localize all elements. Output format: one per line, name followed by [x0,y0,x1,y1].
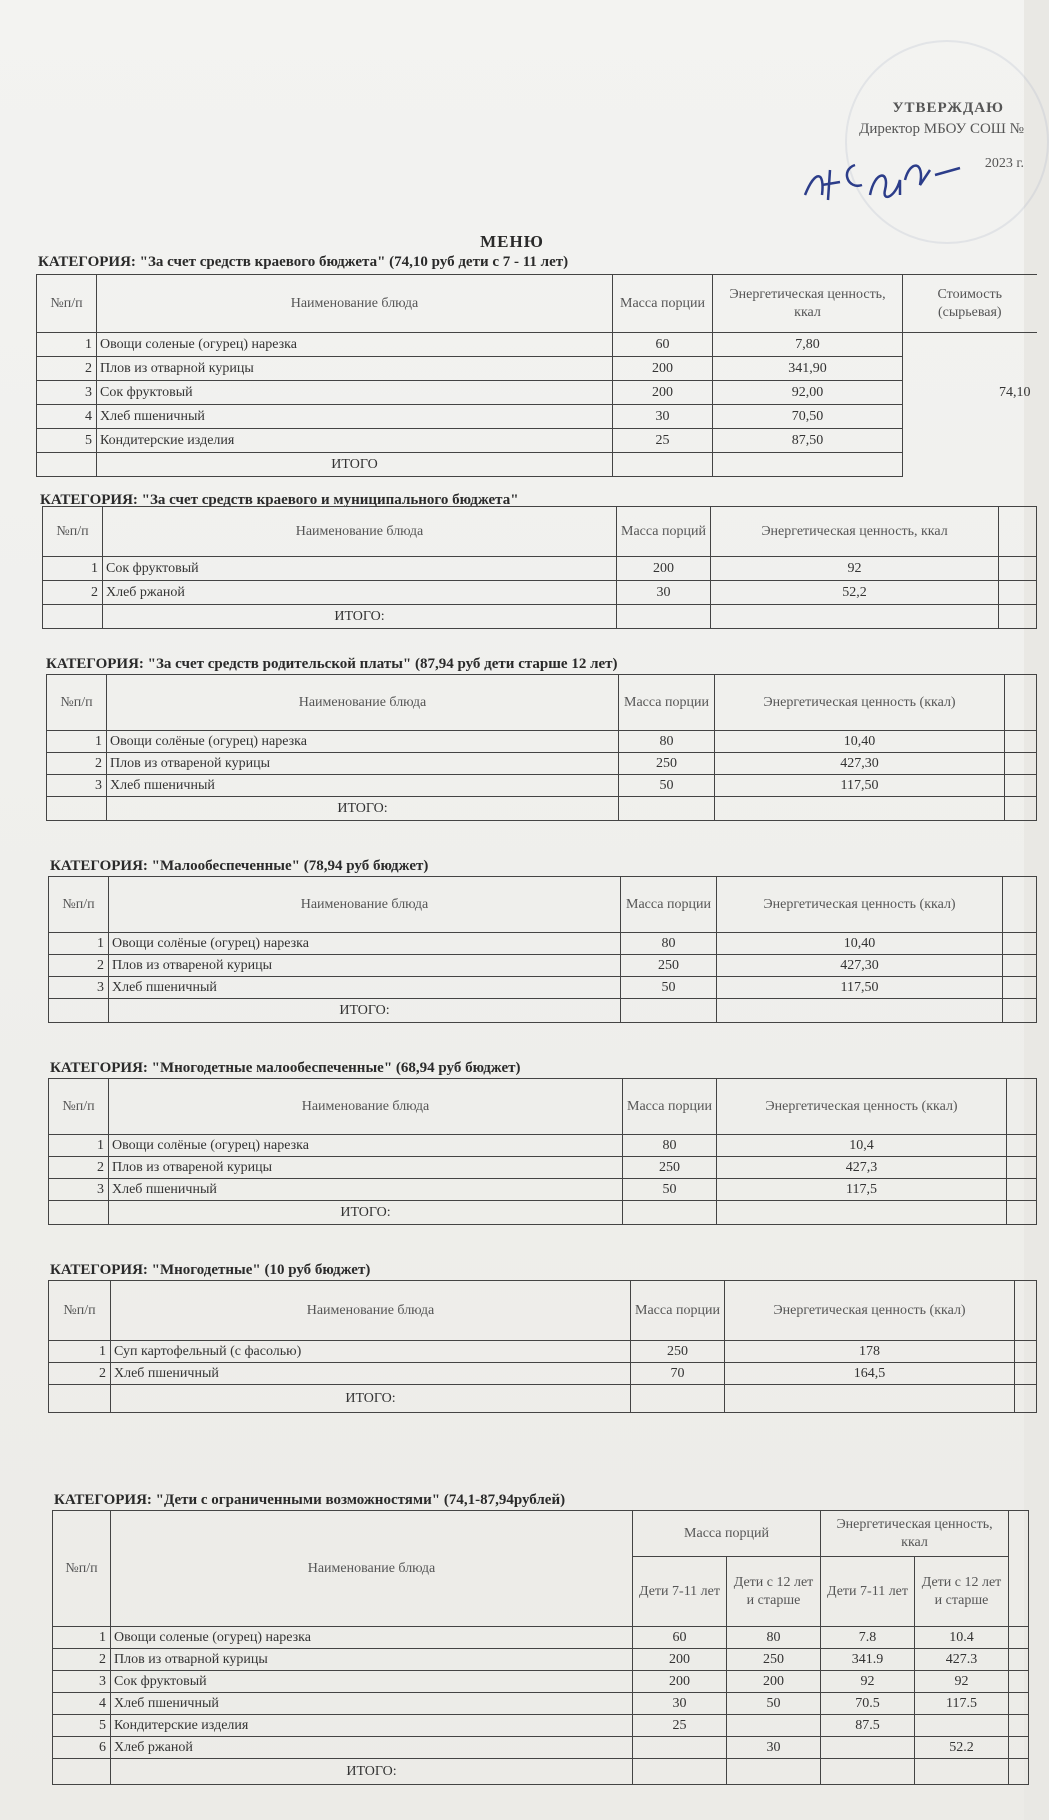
menu-title: МЕНЮ [480,232,544,251]
table-row: 1 Овощи солёные (огурец) нарезка 80 10,4 [49,1135,1037,1157]
col-no: №п/п [37,275,97,333]
table-row: 3 Хлеб пшеничный 50 117,50 [49,977,1037,999]
table-row: 1 Суп картофельный (с фасолью) 250 178 [49,1341,1037,1363]
col-energy: Энергетическая ценность, ккал [713,275,903,333]
total-row: ИТОГО: [49,1201,1037,1225]
menu-table-1 [36,274,1037,477]
table-row: 3 Сок фруктовый 200 200 92 92 [53,1671,1029,1693]
approve-label: УТВЕРЖДАЮ [892,100,1004,116]
menu-table-4: №п/п Наименование блюда Масса порции Энергетическая ценность (ккал) 1 Овощи солёные (огурец) нарезка 80 10,40 2 Плов из отвареной курицы 250 427,30 3 Хлеб пшеничный 50 117,50 ИТОГО: [48,876,1037,1023]
category-title-7: КАТЕГОРИЯ: "Дети с ограниченными возможностями" (74,1-87,94рублей) [54,1492,566,1508]
col-name: Наименование блюда [97,275,613,333]
approve-date: 2023 г. [984,156,1024,171]
table-row: 1 Овощи соленые (огурец) нарезка 60 80 7.8 10.4 [53,1627,1029,1649]
category-title-4: КАТЕГОРИЯ: "Малообеспеченные" (78,94 руб бюджет) [50,858,429,874]
menu-table-6: №п/п Наименование блюда Масса порции Энергетическая ценность (ккал) 1 Суп картофельный (с фасолью) 250 178 2 Хлеб пшеничный 70 164,5 ИТОГО: [48,1280,1037,1413]
category-title-6: КАТЕГОРИЯ: "Многодетные" (10 руб бюджет) [50,1262,371,1278]
cost-value: 74,10 [999,384,1031,400]
table-row: 3 Сок фруктовый 200 92,00 [37,381,1037,405]
menu-table-3: №п/п Наименование блюда Масса порции Энергетическая ценность (ккал) 1 Овощи солёные (огурец) нарезка 80 10,40 2 Плов из отвареной курицы 250 427,30 3 Хлеб пшеничный 50 117,50 ИТОГО: [46,674,1037,821]
total-row: ИТОГО: [49,999,1037,1023]
total-row: ИТОГО [37,453,1037,477]
menu-table-7: №п/п Наименование блюда Масса порций Энергетическая ценность, ккал Дети 7-11 лет Дети с 12 лет и старше Дети 7-11 лет Дети с 12 лет и старше 1 Овощи соленые (огурец) нарезка 60 80 7.8 10.4 2 Плов из отварной курицы 200 250 341.9 427.3 3 Сок фруктовый 200 200 92 92 4 Хлеб пшеничный 30 50 70.5 117.5 5 Кондитерские изделия 25 87.5 6 Хлеб ржаной 30 52.2 ИТОГО: [52,1510,1029,1785]
total-row: ИТОГО: [49,1385,1037,1413]
handwritten-signature [800,150,970,210]
total-row: ИТОГО: [53,1759,1029,1785]
category-title-3: КАТЕГОРИЯ: "За счет средств родительской платы" (87,94 руб дети старше 12 лет) [46,656,618,672]
table-row: 4 Хлеб пшеничный 30 50 70.5 117.5 [53,1693,1029,1715]
table-row: 5 Кондитерские изделия 25 87,50 [37,429,1037,453]
table-row: 2 Плов из отварной курицы 200 341,90 [37,357,1037,381]
table-row: 1 Овощи солёные (огурец) нарезка 80 10,40 [49,933,1037,955]
table-row: 3 Хлеб пшеничный 50 117,5 [49,1179,1037,1201]
category-title-2: КАТЕГОРИЯ: "За счет средств краевого и муниципального бюджета" [40,492,519,508]
total-row: ИТОГО: [43,605,1037,629]
col-cost: Стоимость (сырьевая) [903,275,1037,333]
table-row: 4 Хлеб пшеничный 30 70,50 [37,405,1037,429]
total-row: ИТОГО: [47,797,1037,821]
table-row: 5 Кондитерские изделия 25 87.5 [53,1715,1029,1737]
table-row: 1 Сок фруктовый 200 92 [43,557,1037,581]
table-row: 2 Плов из отвареной курицы 250 427,30 [49,955,1037,977]
table-row: 2 Хлеб ржаной 30 52,2 [43,581,1037,605]
table-row: 3 Хлеб пшеничный 50 117,50 [47,775,1037,797]
table-row: 6 Хлеб ржаной 30 52.2 [53,1737,1029,1759]
table-row: 2 Плов из отвареной курицы 250 427,30 [47,753,1037,775]
menu-table-5: №п/п Наименование блюда Масса порции Энергетическая ценность (ккал) 1 Овощи солёные (огурец) нарезка 80 10,4 2 Плов из отвареной курицы 250 427,3 3 Хлеб пшеничный 50 117,5 ИТОГО: [48,1078,1037,1225]
table-row: 2 Хлеб пшеничный 70 164,5 [49,1363,1037,1385]
category-title-1: КАТЕГОРИЯ: "За счет средств краевого бюджета" (74,10 руб дети с 7 - 11 лет) [38,254,569,270]
col-mass: Масса порции [613,275,713,333]
table-row: 1 Овощи солёные (огурец) нарезка 80 10,40 [47,731,1037,753]
table-row: 1 Овощи соленые (огурец) нарезка 60 7,80 74,10 [37,333,1037,357]
menu-table-2: №п/п Наименование блюда Масса порций Энергетическая ценность, ккал 1 Сок фруктовый 200 92 2 Хлеб ржаной 30 52,2 ИТОГО: [42,506,1037,629]
category-title-5: КАТЕГОРИЯ: "Многодетные малообеспеченные" (68,94 руб бюджет) [50,1060,521,1076]
table-row: 2 Плов из отвареной курицы 250 427,3 [49,1157,1037,1179]
director-label: Директор МБОУ СОШ № [859,121,1024,137]
table-row: 2 Плов из отварной курицы 200 250 341.9 427.3 [53,1649,1029,1671]
